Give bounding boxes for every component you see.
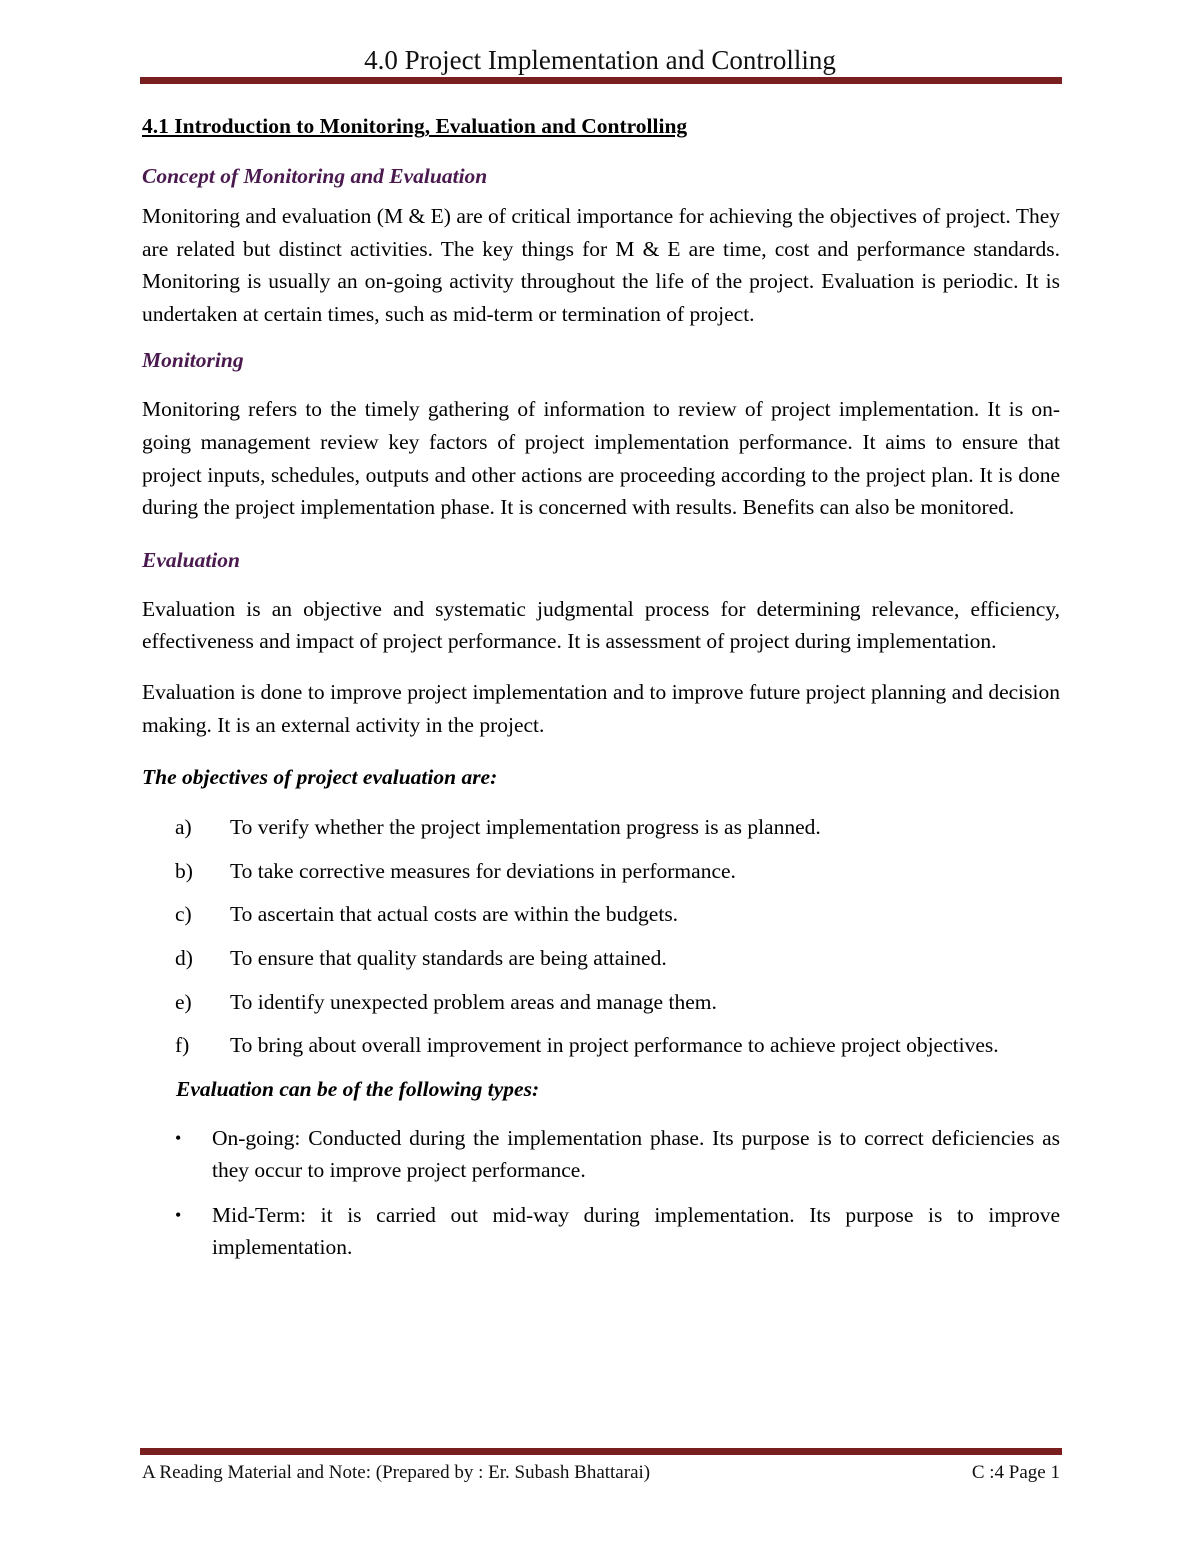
objectives-heading: The objectives of project evaluation are: [142,765,498,790]
list-marker: d) [175,945,193,970]
list-marker: a) [175,815,192,840]
footer-rule [140,1448,1062,1455]
page-number: C :4 Page 1 [971,1462,1060,1483]
page-footer [142,1458,1060,1488]
types-list [142,1122,1060,1264]
list-item-text: To bring about overall improvement in project performance to achieve project objectives. [230,1033,999,1058]
page-header: 4.0 Project Implementation and Controlling [364,45,836,75]
objectives-list [142,811,1060,1062]
list-item-text: On-going: Conducted during the implementation phase. Its purpose is to correct deficiencies as they occur to improve project performance. [212,1125,1060,1183]
list-marker: f) [175,1033,190,1058]
evaluation-paragraph-2: Evaluation is done to improve project implementation and to improve future project planning and decision making. It is an external activity in the project. [142,679,1060,737]
section-title: 4.1 Introduction to Monitoring, Evaluation and Controlling [142,114,688,138]
monitoring-paragraph: Monitoring refers to the timely gathering of information to review of project implementation. It is on-going management review key factors of project implementation performance. It aims to ensure that project inputs, schedules, outputs and other actions are proceeding according to the project plan. It is done during the project implementation phase. It is concerned with results. Benefits can also be monitored. [142,397,1060,520]
list-item-text: Mid-Term: it is carried out mid-way during implementation. Its purpose is to improve implementation. [212,1202,1060,1260]
list-item-text: To verify whether the project implementation progress is as planned. [230,815,821,840]
bullet-icon: • [175,1127,182,1148]
list-item [142,986,1060,1019]
list-item [142,898,1060,931]
list-item-text: To ascertain that actual costs are within the budgets. [230,902,679,927]
list-item [142,942,1060,975]
page-content [142,110,1060,1276]
list-item [142,1122,1060,1187]
types-heading: Evaluation can be of the following types: [176,1076,540,1101]
bullet-icon: • [175,1204,182,1225]
list-marker: e) [175,989,192,1014]
list-item-text: To ensure that quality standards are being attained. [230,945,667,970]
concept-paragraph: Monitoring and evaluation (M & E) are of critical importance for achieving the objectives of project. They are related but distinct activities. The key things for M & E are time, cost and performance standards. Monitoring is usually an on-going activity throughout the life of the project. Evaluation is periodic. It is undertaken at certain times, such as mid-term or termination of project. [142,204,1060,326]
list-item [142,811,1060,844]
footer-credit: A Reading Material and Note: (Prepared by : Er. Subash Bhattarai) [142,1462,651,1483]
list-marker: b) [175,858,193,883]
monitoring-heading: Monitoring [142,348,244,373]
header-rule [140,77,1062,84]
list-item-text: To take corrective measures for deviations in performance. [230,858,736,883]
list-item [142,1029,1060,1062]
list-item [142,855,1060,888]
list-marker: c) [175,902,192,927]
list-item [142,1199,1060,1264]
evaluation-heading: Evaluation [142,547,240,572]
evaluation-paragraph-1: Evaluation is an objective and systematic judgmental process for determining relevance, efficiency, effectiveness and impact of project performance. It is assessment of project during implementation. [142,596,1060,654]
list-item-text: To identify unexpected problem areas and manage them. [230,989,717,1014]
concept-heading: Concept of Monitoring and Evaluation [142,164,488,188]
